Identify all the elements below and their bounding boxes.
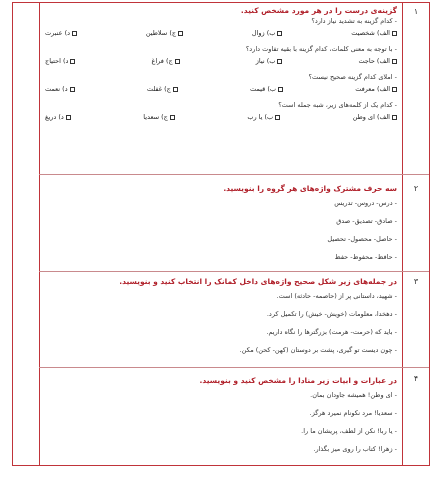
exercise-line: - دهخدا، معلومات (خویش- خیش) را تکمیل کرد. bbox=[266, 310, 397, 318]
exercise-line: - شهید، داستانی پر از (حاصمه- حادثه) است. bbox=[276, 292, 397, 300]
checkbox-icon[interactable] bbox=[175, 59, 180, 64]
option-choice[interactable] bbox=[152, 55, 180, 67]
exercise-line: - سعدیا! مرد نکونام نمیرد هرگز. bbox=[309, 409, 397, 417]
option-choice[interactable] bbox=[355, 83, 397, 95]
checkbox-icon[interactable] bbox=[392, 59, 397, 64]
options-row bbox=[45, 55, 397, 67]
left-margin-rule bbox=[39, 3, 40, 465]
checkbox-icon[interactable] bbox=[275, 115, 280, 120]
exercise-line: - چون دیست تو گیری، پشت بر دوستان (کهن- کحن) مکن. bbox=[239, 346, 397, 354]
section-4 bbox=[45, 375, 397, 455]
exercise-line: - حاصل- محصول- تحصیل bbox=[327, 235, 397, 243]
checkbox-icon[interactable] bbox=[392, 31, 397, 36]
option-label: ج) غفلت bbox=[146, 85, 171, 93]
question-number: ۴ bbox=[413, 374, 419, 383]
option-label: ب) یا رب bbox=[247, 113, 274, 121]
option-choice[interactable] bbox=[45, 27, 77, 39]
question-text: - کدام یک از کلمه‌های زیر، شبه جمله است؟ bbox=[278, 101, 397, 109]
checkbox-icon[interactable] bbox=[173, 87, 178, 92]
option-label: ج) فراغ bbox=[151, 57, 173, 65]
right-margin-rule bbox=[402, 3, 403, 465]
section-divider bbox=[39, 367, 429, 368]
checkbox-icon[interactable] bbox=[70, 59, 75, 64]
section-heading: در جمله‌های زیر شکل صحیح واژه‌های داخل کمانک را انتخاب کنید و بنویسید. bbox=[119, 277, 397, 286]
option-label: د) نعمت bbox=[45, 85, 68, 93]
checkbox-icon[interactable] bbox=[170, 115, 175, 120]
exercise-line: - صادق- تصدیق- صدق bbox=[336, 217, 397, 225]
checkbox-icon[interactable] bbox=[392, 87, 397, 92]
checkbox-icon[interactable] bbox=[392, 115, 397, 120]
option-label: د) دریغ bbox=[45, 113, 64, 121]
option-choice[interactable] bbox=[45, 55, 75, 67]
option-label: الف) شخصیت bbox=[351, 29, 390, 37]
option-label: د) عنبرت bbox=[45, 29, 71, 37]
option-label: الف) معرفت bbox=[355, 85, 390, 93]
option-choice[interactable] bbox=[45, 111, 71, 123]
exercise-line: - زهرا! کتاب را روی میز بگذار. bbox=[313, 445, 397, 453]
option-choice[interactable] bbox=[351, 27, 397, 39]
checkbox-icon[interactable] bbox=[277, 31, 282, 36]
option-choice[interactable] bbox=[252, 27, 283, 39]
checkbox-icon[interactable] bbox=[70, 87, 75, 92]
option-label: ج) سعدیا bbox=[143, 113, 168, 121]
section-divider bbox=[39, 174, 429, 175]
option-choice[interactable] bbox=[250, 83, 283, 95]
section-heading: گزینه‌ی درست را در هر مورد مشخص کنید. bbox=[240, 6, 397, 15]
section-3 bbox=[45, 276, 397, 356]
question-number: ۳ bbox=[413, 277, 419, 286]
checkbox-icon[interactable] bbox=[277, 59, 282, 64]
section-heading: در عبارات و ابیات زیر منادا را مشخص کنید و بنویسید. bbox=[199, 376, 397, 385]
section-2 bbox=[45, 183, 397, 263]
exercise-line: - ای وطن! همیشه جاودان بمان. bbox=[310, 391, 397, 399]
exercise-line: - حافظ- محفوظ- حفظ bbox=[334, 253, 397, 261]
option-choice[interactable] bbox=[353, 111, 397, 123]
option-label: الف) ای وطن bbox=[352, 113, 390, 121]
option-choice[interactable] bbox=[256, 55, 283, 67]
question-text: - کدام گزینه به تشدید نیاز دارد؟ bbox=[311, 17, 397, 25]
option-label: ج) سلاطین bbox=[145, 29, 177, 37]
section-1 bbox=[45, 5, 397, 123]
checkbox-icon[interactable] bbox=[72, 31, 77, 36]
option-choice[interactable] bbox=[45, 83, 75, 95]
option-choice[interactable] bbox=[143, 111, 175, 123]
checkbox-icon[interactable] bbox=[66, 115, 71, 120]
options-row bbox=[45, 83, 397, 95]
option-label: الف) حاجت bbox=[358, 57, 390, 65]
option-choice[interactable] bbox=[147, 83, 178, 95]
section-divider bbox=[39, 271, 429, 272]
exercise-line: - باید که (حرمت- هرمت) بزرگترها را نگاه داریم. bbox=[266, 328, 397, 336]
question-number: ۱ bbox=[413, 7, 419, 16]
question-text: - با توجه به معنی کلمات، کدام گزینه با بقیه تفاوت دارد؟ bbox=[245, 45, 397, 53]
worksheet bbox=[12, 2, 430, 466]
checkbox-icon[interactable] bbox=[178, 31, 183, 36]
option-choice[interactable] bbox=[146, 27, 183, 39]
option-choice[interactable] bbox=[247, 111, 280, 123]
checkbox-icon[interactable] bbox=[278, 87, 283, 92]
option-label: د) احتیاج bbox=[45, 57, 69, 65]
option-label: ب) قیمت bbox=[250, 85, 276, 93]
option-label: ب) نیاز bbox=[255, 57, 276, 65]
exercise-line: - یا ربا! نکن از لطف، پریشان ما را. bbox=[301, 427, 397, 435]
section-heading: سه حرف مشترک واژه‌های هر گروه را بنویسید. bbox=[223, 184, 397, 193]
options-row bbox=[45, 27, 397, 39]
exercise-line: - درس- دروس- تدریس bbox=[334, 199, 397, 207]
question-number: ۲ bbox=[413, 184, 419, 193]
option-choice[interactable] bbox=[358, 55, 397, 67]
option-label: ب) زوال bbox=[251, 29, 276, 37]
options-row bbox=[45, 111, 397, 123]
question-text: - املای کدام گزینه صحیح نیست؟ bbox=[308, 73, 397, 81]
